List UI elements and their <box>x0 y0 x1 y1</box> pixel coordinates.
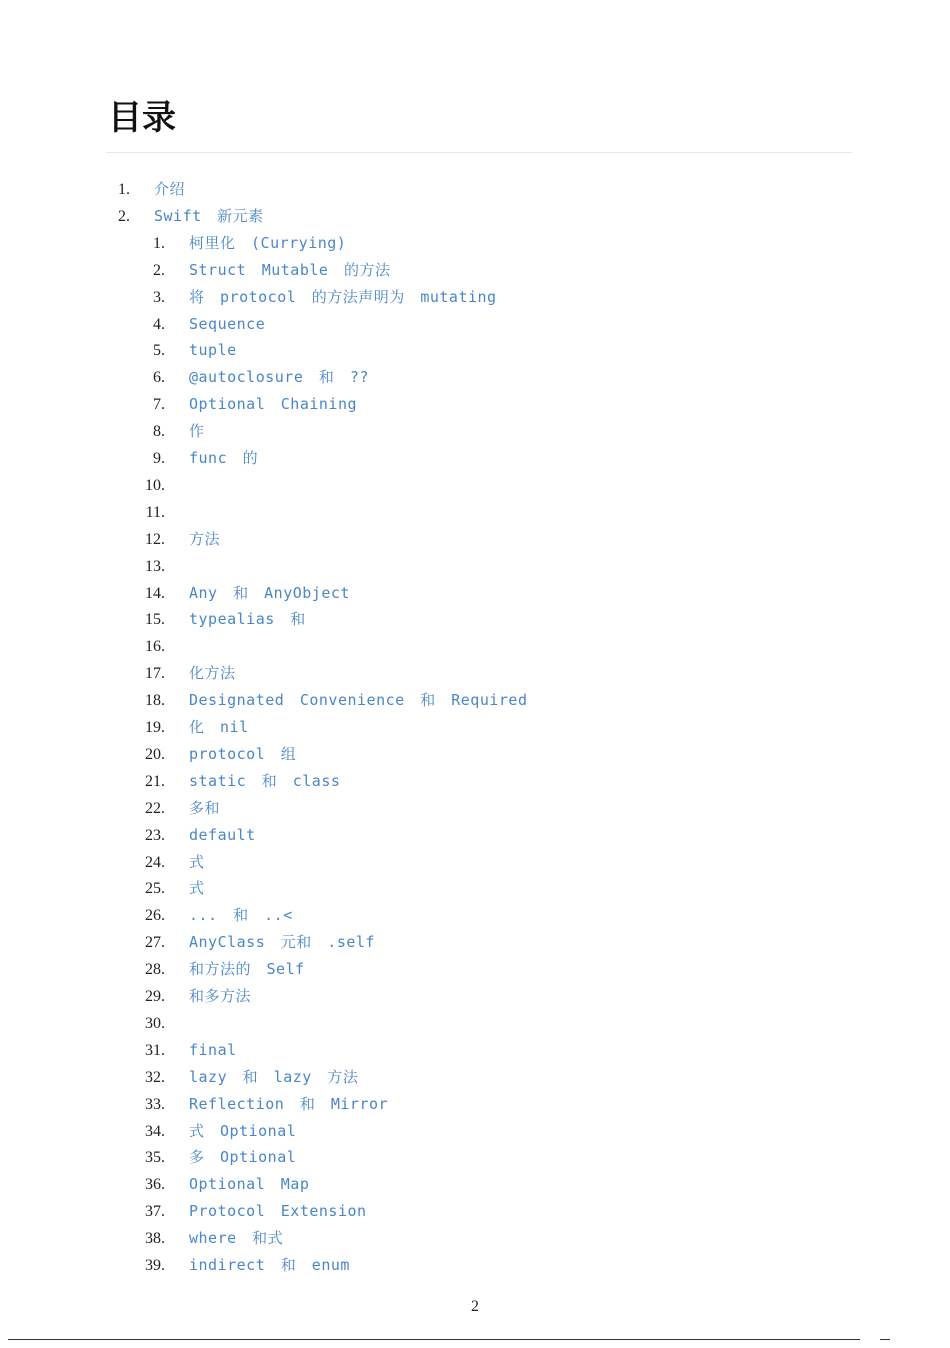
toc-item-number: 19. <box>145 719 165 736</box>
toc-item-link[interactable]: 多和 <box>189 798 221 817</box>
toc-item-link[interactable]: lazy 和 lazy 方法 <box>189 1067 359 1086</box>
toc-item-link[interactable]: Struct Mutable 的方法 <box>189 260 391 279</box>
toc-item <box>0 956 950 983</box>
toc-item-link[interactable]: Swift 新元素 <box>154 206 264 225</box>
toc-item-link[interactable]: Optional Chaining <box>189 395 358 414</box>
page-number: 2 <box>471 1298 479 1315</box>
toc-item <box>0 983 950 1010</box>
toc-item <box>0 606 950 633</box>
toc-item-link[interactable]: func 的 <box>189 449 259 467</box>
toc-item-link[interactable]: Reflection 和 Mirror <box>189 1094 389 1113</box>
toc-item-number: 2. <box>153 261 165 279</box>
toc-item-number: 5. <box>153 342 165 360</box>
title-divider <box>106 152 852 153</box>
toc-item-link[interactable]: where 和式 <box>189 1229 284 1248</box>
toc-item-number: 25. <box>145 880 165 898</box>
toc-item <box>0 1144 950 1171</box>
toc-item-number: 16. <box>145 638 165 656</box>
toc-item-link[interactable]: 化 nil <box>189 718 249 736</box>
toc-item-number: 12. <box>145 530 165 548</box>
toc-item <box>0 633 950 660</box>
toc-item <box>0 875 950 902</box>
toc-item <box>0 445 950 472</box>
toc-item-link[interactable]: 将 protocol 的方法声明为 mutating <box>189 287 497 306</box>
toc-item-number: 10. <box>145 476 165 494</box>
toc-item <box>0 795 950 822</box>
toc-item-number: 29. <box>145 988 165 1005</box>
toc-item-number: 34. <box>145 1122 165 1140</box>
toc-item-number: 37. <box>145 1203 165 1221</box>
toc-item-number: 39. <box>145 1257 165 1274</box>
toc-item <box>0 364 950 391</box>
toc-item-number: 31. <box>145 1041 165 1059</box>
toc-item-number: 24. <box>145 853 165 871</box>
toc-item-number: 1. <box>153 234 165 252</box>
toc-item-number: 9. <box>153 450 165 467</box>
toc-item-link[interactable]: 多 Optional <box>189 1148 297 1167</box>
toc-item <box>0 472 950 499</box>
toc-item-number: 28. <box>145 961 165 979</box>
toc-item-link[interactable]: 和方法的 Self <box>189 960 305 979</box>
toc-item <box>0 1091 950 1118</box>
toc-item-link[interactable]: Protocol Extension <box>189 1202 367 1221</box>
toc-item-number: 2. <box>118 207 130 225</box>
toc-item <box>0 660 950 687</box>
toc-item-link[interactable]: 方法 <box>189 529 221 548</box>
toc-item-number: 32. <box>145 1068 165 1086</box>
toc-item-link[interactable]: 介绍 <box>154 180 186 198</box>
toc-item-link[interactable]: 化方法 <box>189 664 236 683</box>
toc-item <box>0 230 950 257</box>
toc-item <box>0 553 950 580</box>
toc-item <box>0 1252 950 1279</box>
toc-item-link[interactable]: typealias 和 <box>189 610 306 629</box>
toc-item-number: 36. <box>145 1176 165 1194</box>
toc-item-number: 21. <box>145 772 165 790</box>
footer-divider <box>8 1339 860 1340</box>
toc-item-number: 11. <box>145 503 165 521</box>
toc-item-number: 14. <box>145 584 165 602</box>
toc-item <box>0 822 950 849</box>
toc-item-link[interactable]: 作 <box>189 422 205 441</box>
toc-item <box>0 391 950 418</box>
toc-item-number: 3. <box>153 288 165 306</box>
toc-item-number: 27. <box>145 934 165 952</box>
toc-item <box>0 176 950 203</box>
toc-item <box>0 714 950 741</box>
toc-item-number: 30. <box>145 1014 165 1032</box>
toc-item-number: 1. <box>118 181 130 198</box>
toc-item <box>0 311 950 338</box>
toc-item-number: 22. <box>145 799 165 817</box>
toc-item <box>0 768 950 795</box>
toc-item-link[interactable]: default <box>189 825 256 844</box>
toc-item <box>0 499 950 526</box>
toc-item-number: 18. <box>145 692 165 710</box>
toc-item-number: 35. <box>145 1149 165 1167</box>
toc-item-link[interactable]: 式 Optional <box>189 1121 297 1140</box>
toc-item <box>0 687 950 714</box>
toc-item-number: 8. <box>153 423 165 441</box>
toc-item-link[interactable]: final <box>189 1040 237 1059</box>
footer-dash <box>880 1339 890 1340</box>
toc-item-link[interactable]: ... 和 ..< <box>189 906 293 925</box>
toc-item <box>0 1010 950 1037</box>
page-title: 目录 <box>108 98 176 138</box>
toc-item-link[interactable]: Designated Convenience 和 Required <box>189 691 528 710</box>
toc-item-link[interactable]: Sequence <box>189 314 266 333</box>
toc-item <box>0 929 950 956</box>
toc-item-number: 17. <box>145 665 165 683</box>
toc-item-number: 6. <box>153 369 165 387</box>
toc-item <box>0 1064 950 1091</box>
toc-item-number: 38. <box>145 1230 165 1248</box>
toc-item-number: 4. <box>153 315 165 333</box>
toc-item-number: 26. <box>145 907 165 925</box>
toc-item-link[interactable]: protocol 组 <box>189 744 297 763</box>
toc-item <box>0 1198 950 1225</box>
toc-item <box>0 284 950 311</box>
toc-item <box>0 526 950 553</box>
toc-item-link[interactable]: Any 和 AnyObject <box>189 583 350 602</box>
toc-item-link[interactable]: 和多方法 <box>189 987 252 1005</box>
toc-item <box>0 257 950 284</box>
toc-item <box>0 1118 950 1145</box>
toc-item-number: 15. <box>145 611 165 629</box>
toc-item <box>0 902 950 929</box>
toc-item-number: 33. <box>145 1095 165 1113</box>
toc-item-number: 13. <box>145 557 165 575</box>
toc-item-link[interactable]: tuple <box>189 341 237 360</box>
toc-item <box>0 418 950 445</box>
toc-item <box>0 1037 950 1064</box>
toc-item-link[interactable]: indirect 和 enum <box>189 1256 350 1274</box>
toc-item <box>0 580 950 607</box>
toc-item-link[interactable]: 式 <box>189 879 205 898</box>
toc-item-link[interactable]: Optional Map <box>189 1175 310 1194</box>
toc-item <box>0 849 950 876</box>
toc-item-link[interactable]: AnyClass 元和 .self <box>189 933 375 952</box>
toc-item-link[interactable]: 柯里化 (Currying) <box>189 233 347 252</box>
toc-item <box>0 741 950 768</box>
toc-item-link[interactable]: @autoclosure 和 ?? <box>189 368 369 387</box>
toc-item <box>0 1171 950 1198</box>
toc-item <box>0 337 950 364</box>
toc-item-number: 7. <box>153 396 165 414</box>
toc-item-number: 23. <box>145 826 165 844</box>
toc-item <box>0 203 950 230</box>
toc-item <box>0 1225 950 1252</box>
toc-item-link[interactable]: 式 <box>189 852 205 871</box>
toc-item-number: 20. <box>145 745 165 763</box>
toc-item-link[interactable]: static 和 class <box>189 771 341 790</box>
